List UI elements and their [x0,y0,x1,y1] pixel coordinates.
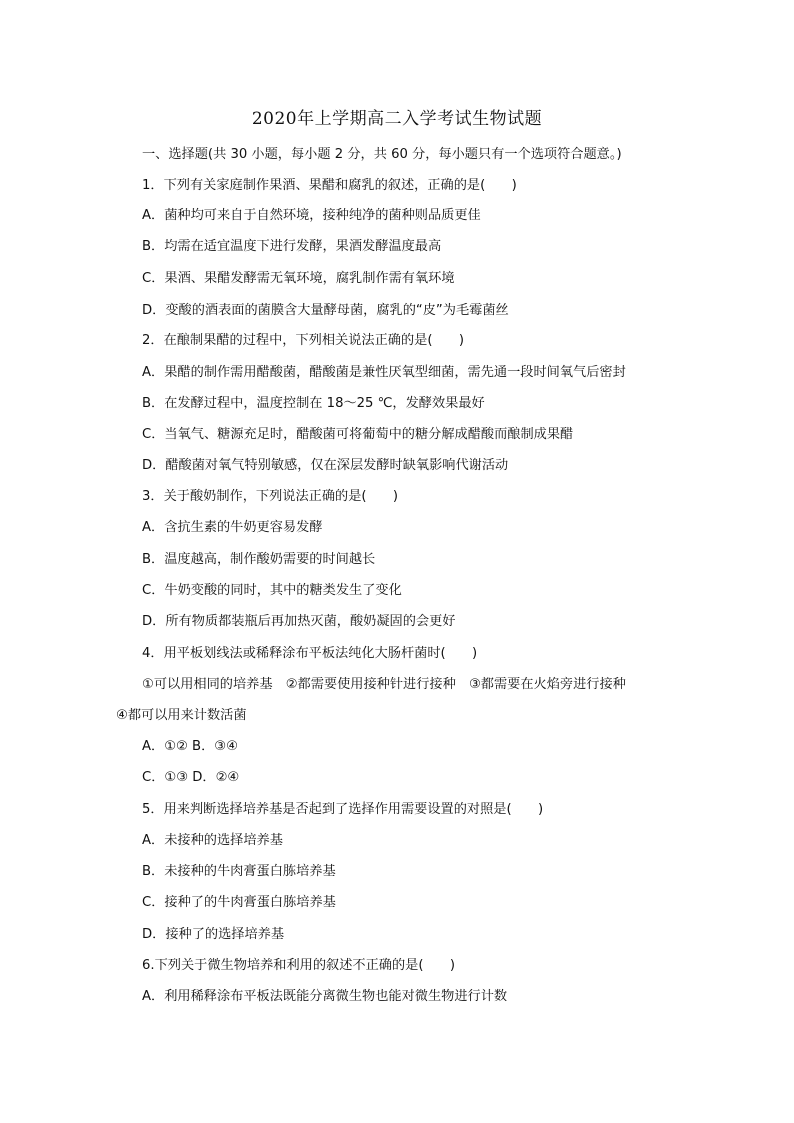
question-6-option-a: A．利用稀释涂布平板法既能分离微生物也能对微生物进行计数 [142,989,508,1004]
question-4-option-cd: C．①③ D．②④ [142,770,240,785]
question-3-option-a: A．含抗生素的牛奶更容易发酵 [142,520,323,535]
question-5-option-d: D．接种了的选择培养基 [142,927,285,942]
question-1-stem: 1．下列有关家庭制作果酒、果醋和腐乳的叙述，正确的是( ) [142,178,517,193]
question-3-option-b: B．温度越高，制作酸奶需要的时间越长 [142,552,376,567]
question-5-option-c: C．接种了的牛肉膏蛋白胨培养基 [142,895,336,910]
section-heading: 一、选择题(共 30 小题，每小题 2 分，共 60 分，每小题只有一个选项符合题意。) [142,147,622,162]
question-4-option-ab: A．①② B．③④ [142,739,238,754]
question-1-option-a: A．菌种均可来自于自然环境，接种纯净的菌种则品质更佳 [142,208,481,223]
question-5-stem: 5．用来判断选择培养基是否起到了选择作用需要设置的对照是( ) [142,802,544,817]
question-2-option-d: D．醋酸菌对氧气特别敏感，仅在深层发酵时缺氧影响代谢活动 [142,458,509,473]
question-4-statements-line-1: ①可以用相同的培养基 ②都需要使用接种针进行接种 ③都需要在火焰旁进行接种 [142,677,626,692]
question-3-stem: 3．关于酸奶制作，下列说法正确的是( ) [142,489,399,504]
page-title: 2020年上学期高二入学考试生物试题 [251,109,543,129]
question-3-option-c: C．牛奶变酸的同时，其中的糖类发生了变化 [142,583,402,598]
question-1-option-b: B．均需在适宜温度下进行发酵，果酒发酵温度最高 [142,239,442,254]
question-4-statements-line-2: ④都可以用来计数活菌 [116,708,247,723]
question-1-option-d: D．变酸的酒表面的菌膜含大量酵母菌，腐乳的“皮”为毛霉菌丝 [142,303,509,318]
question-5-option-b: B．未接种的牛肉膏蛋白胨培养基 [142,864,336,879]
question-5-option-a: A．未接种的选择培养基 [142,833,283,848]
question-3-option-d: D．所有物质都装瓶后再加热灭菌，酸奶凝固的会更好 [142,614,456,629]
question-1-option-c: C．果酒、果醋发酵需无氧环境，腐乳制作需有氧环境 [142,271,455,286]
question-2-stem: 2．在酿制果醋的过程中，下列相关说法正确的是( ) [142,333,464,348]
question-2-option-a: A．果醋的制作需用醋酸菌，醋酸菌是兼性厌氧型细菌，需先通一段时间氧气后密封 [142,365,626,380]
question-4-stem: 4．用平板划线法或稀释涂布平板法纯化大肠杆菌时( ) [142,646,478,661]
question-6-stem: 6.下列关于微生物培养和利用的叙述不正确的是( ) [142,958,455,973]
question-2-option-c: C．当氧气、糖源充足时，醋酸菌可将葡萄中的糖分解成醋酸而酿制成果醋 [142,427,574,442]
question-2-option-b: B．在发酵过程中，温度控制在 18～25 ℃，发酵效果最好 [142,396,485,411]
